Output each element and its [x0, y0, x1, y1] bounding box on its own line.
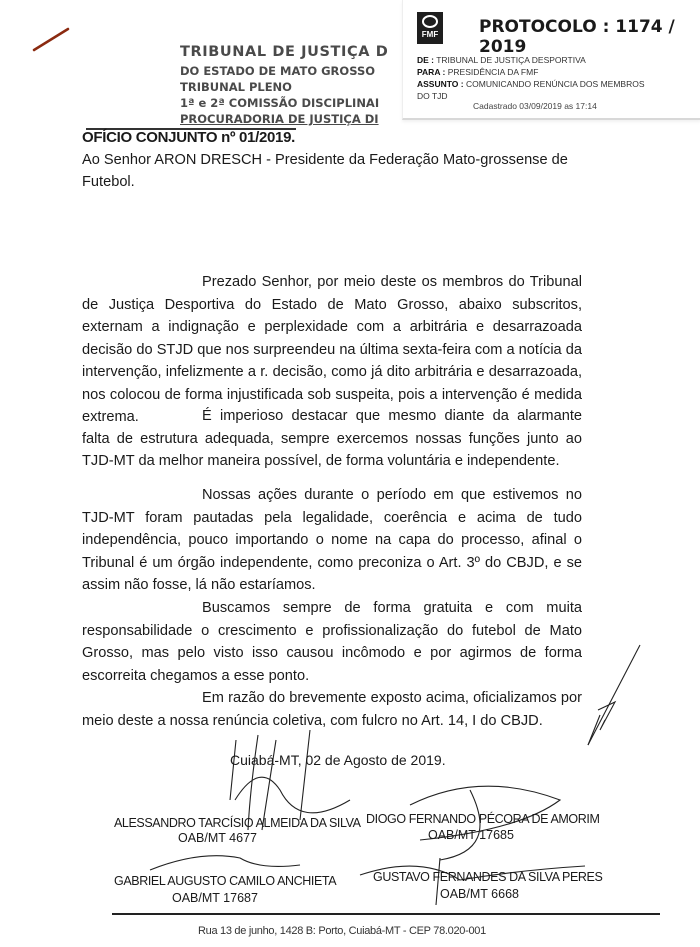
signature-block: [366, 812, 599, 826]
letterhead-line: PROCURADORIA DE JUSTIÇA DI: [180, 112, 379, 126]
stamp-from: DE : TRIBUNAL DE JUSTIÇA DESPORTIVA: [417, 55, 586, 65]
footer-address: Rua 13 de junho, 1428 B: Porto, Cuiabá-MT - CEP 78.020-001: [198, 925, 486, 937]
paragraph: Em razão do brevemente exposto acima, oficializamos por meio deste a nossa renúncia coletiva, com fulcro no Art. 14, I do CBJD.: [82, 690, 582, 729]
pen-mark: [34, 29, 68, 50]
protocol-number: PROTOCOLO : 1174 / 2019: [479, 17, 675, 57]
paragraph: Prezado Senhor, por meio deste os membros do Tribunal de Justiça Desportiva do Estado de Mato Grosso, abaixo subscritos, externam a indignação e perplexidade com a arbitrária e desarrazoada decisão do STJD que nos surpreendeu na última sexta-feira com a notícia da intervenção, infelizmente a r. decisão, como já dito arbitrária e desarrazoada, nos colocou de forma injustificada sob suspeita, pois a intervenção é medida extrema.: [82, 274, 582, 425]
signature-block: [114, 816, 361, 830]
document-title: OFÍCIO CONJUNTO nº 01/2019.: [82, 129, 295, 146]
signatory-name: ALESSANDRO TARCÍSIO ALMEIDA DA SILVA: [114, 816, 361, 830]
addressee: Ao Senhor ARON DRESCH - Presidente da Federação Mato-grossense de Futebol.: [82, 152, 568, 190]
signatory-name: DIOGO FERNANDO PÉCORA DE AMORIM: [366, 812, 600, 826]
stamp-to: PARA : PRESIDÊNCIA DA FMF: [417, 67, 539, 77]
letterhead: [180, 44, 400, 128]
footer-divider: [112, 913, 660, 915]
letterhead-line: 1ª e 2ª COMISSÃO DISCIPLINAI: [180, 96, 380, 110]
signatory-oab: OAB/MT 4677: [178, 831, 257, 845]
stamp-subject-cont: DO TJD: [417, 91, 448, 101]
signature-block: [373, 870, 602, 884]
signatory-oab: OAB/MT 17687: [172, 891, 258, 905]
protocol-stamp: [402, 0, 700, 120]
stamp-registered: Cadastrado 03/09/2019 as 17:14: [473, 101, 597, 111]
fmf-logo-icon: FMF: [417, 12, 443, 44]
margin-initials: [588, 645, 640, 745]
signatory-name: GABRIEL AUGUSTO CAMILO ANCHIETA: [114, 874, 337, 888]
place-date: Cuiabá-MT, 02 de Agosto de 2019.: [230, 752, 446, 768]
signatory-oab: OAB/MT 6668: [440, 887, 519, 901]
signatory-oab: OAB/MT 17685: [428, 828, 514, 842]
stamp-subject: ASSUNTO : COMUNICANDO RENÚNCIA DOS MEMBROS: [417, 79, 645, 89]
paragraph: Nossas ações durante o período em que estivemos no TJD-MT foram pautadas pela legalidade, coerência e acima de tudo independência, pouco importando o nome na capa do processo, afinal o Tribunal é um órgão independente, como preconiza o Art. 3º do CBJD, e se assim não fosse, lá não estaríamos.: [82, 487, 582, 593]
letterhead-line: TRIBUNAL DE JUSTIÇA D: [180, 44, 389, 60]
paragraph: Buscamos sempre de forma gratuita e com muita responsabilidade o crescimento e profissionalização do futebol de Mato Grosso, mas pelo visto isso causou incômodo e por agirmos de forma escorreita chegamos a esse ponto.: [82, 600, 582, 684]
signature-block: [114, 874, 336, 888]
letterhead-line: TRIBUNAL PLENO: [180, 80, 292, 94]
letterhead-line: DO ESTADO DE MATO GROSSO: [180, 64, 376, 78]
paragraph: É imperioso destacar que mesmo diante da alarmante falta de estrutura adequada, sempre exercemos nossas funções junto ao TJD-MT da melhor maneira possível, de forma voluntária e independente.: [82, 408, 582, 469]
signatory-name: GUSTAVO FERNANDES DA SILVA PERES: [373, 870, 603, 884]
